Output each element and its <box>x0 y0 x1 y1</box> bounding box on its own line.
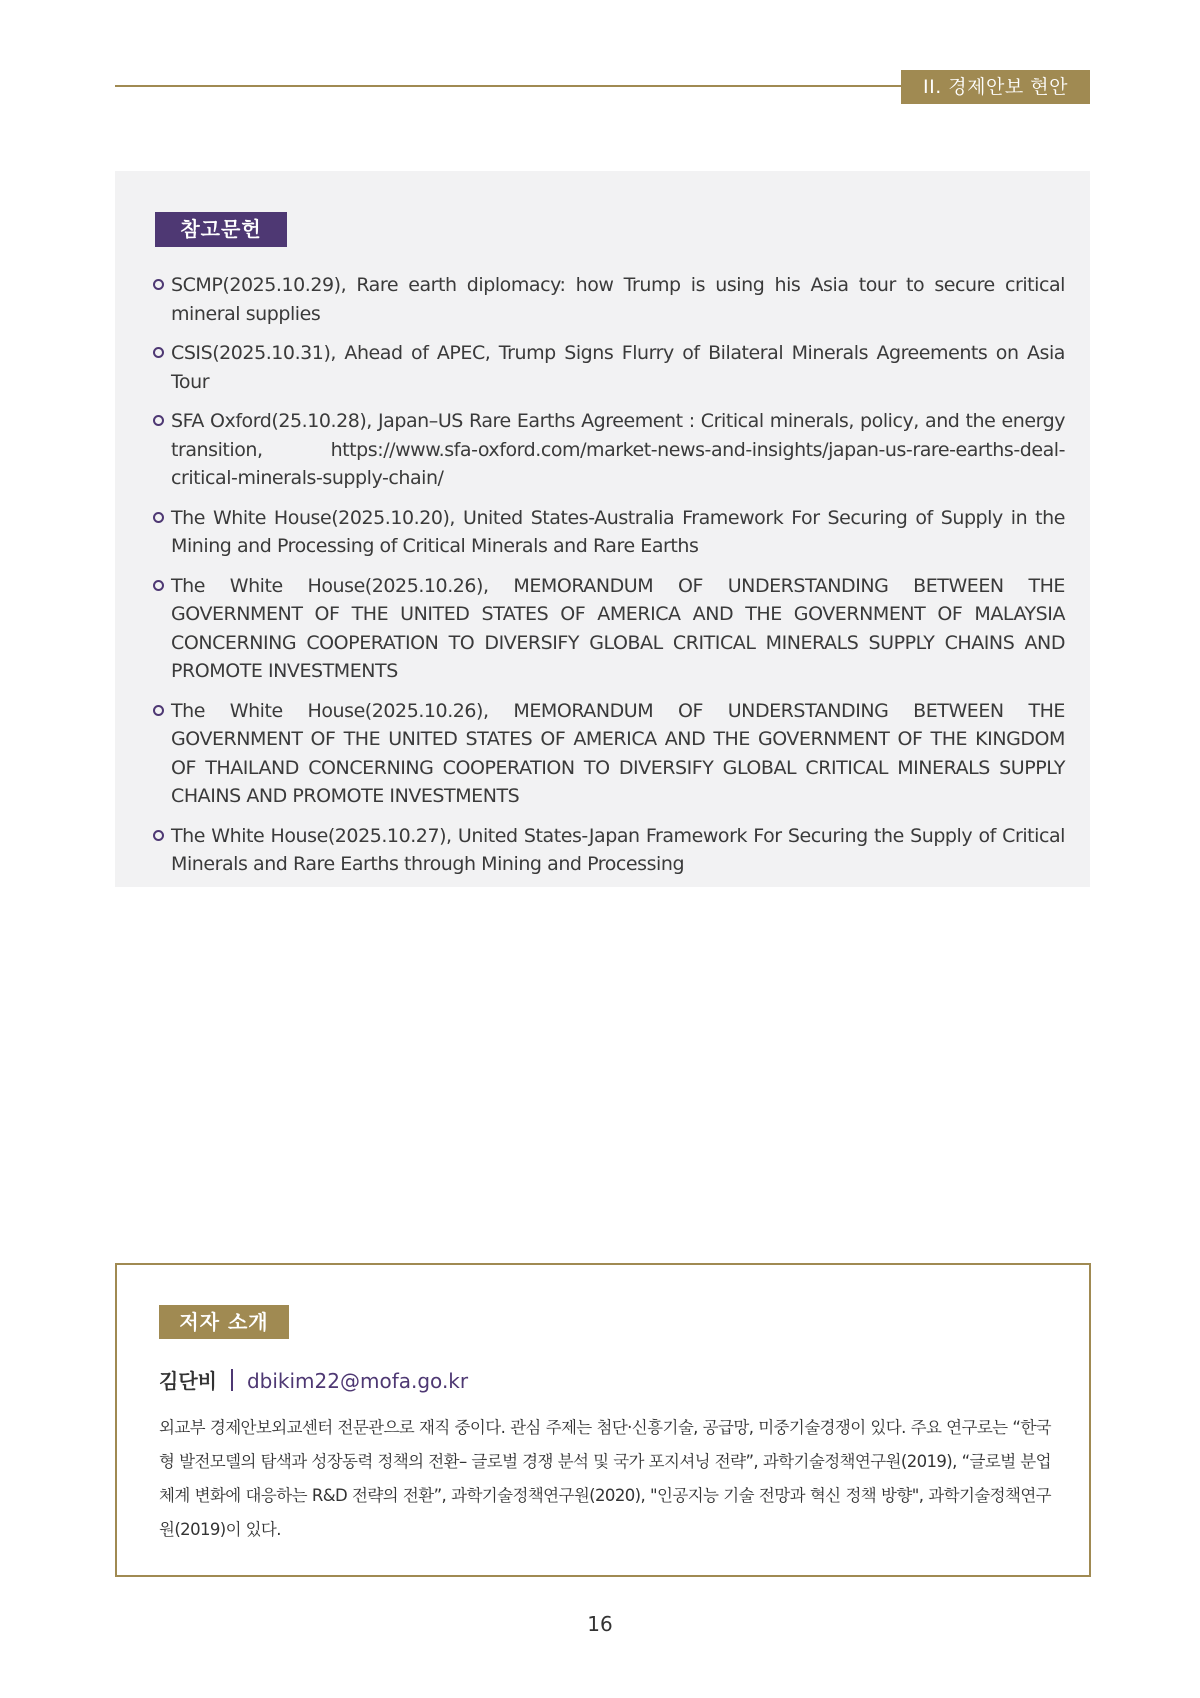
reference-text: SCMP(2025.10.29), Rare earth diplomacy: how Trump is using his Asia tour to secure critical mineral supplies <box>171 274 1065 325</box>
reference-text: SFA Oxford(25.10.28), Japan–US Rare Earths Agreement : Critical minerals, policy, and the energy transition, https://www.sfa-oxford.com/market-news-and-insights/japan-us-rare-earths-deal-critical-minerals-supply-chain/ <box>171 410 1065 489</box>
reference-item <box>153 822 1065 879</box>
author-name: 김단비 <box>159 1369 217 1393</box>
reference-text: The White House(2025.10.27), United States-Japan Framework For Securing the Supply of Critical Minerals and Rare Earths through Mining and Processing <box>171 824 1065 875</box>
reference-text: CSIS(2025.10.31), Ahead of APEC, Trump Signs Flurry of Bilateral Minerals Agreements on Asia Tour <box>171 342 1065 393</box>
author-email: dbikim22@mofa.go.kr <box>246 1369 469 1393</box>
circle-bullet-icon <box>153 705 164 716</box>
references-list <box>153 271 1065 890</box>
header-rule <box>115 85 925 87</box>
circle-bullet-icon <box>153 279 164 290</box>
section-tag: II. 경제안보 현안 <box>901 70 1090 104</box>
reference-item <box>153 339 1065 396</box>
page-number: 16 <box>587 1612 613 1636</box>
circle-bullet-icon <box>153 830 164 841</box>
author-label: 저자 소개 <box>159 1305 289 1339</box>
reference-text: The White House(2025.10.26), MEMORANDUM OF UNDERSTANDING BETWEEN THE GOVERNMENT OF THE UNITED STATES OF AMERICA AND THE GOVERNMENT OF THE KINGDOM OF THAILAND CONCERNING COOPERATION TO DIVERSIFY GLOBAL CRITICAL MINERALS SUPPLY CHAINS AND PROMOTE INVESTMENTS <box>171 699 1065 807</box>
references-panel <box>115 171 1090 887</box>
circle-bullet-icon <box>153 415 164 426</box>
reference-item <box>153 407 1065 493</box>
circle-bullet-icon <box>153 347 164 358</box>
reference-item <box>153 697 1065 811</box>
circle-bullet-icon <box>153 580 164 591</box>
author-bio: 외교부 경제안보외교센터 전문관으로 재직 중이다. 관심 주제는 첨단·신흥기술, 공급망, 미중기술경쟁이 있다. 주요 연구로는 “한국형 발전모델의 탐색과 성장동력 정책의 전환– 글로벌 경쟁 분석 및 국가 포지셔닝 전략”, 과학기술정책연구원(2019), “글로벌 분업체계 변화에 대응하는 R&D 전략의 전환”, 과학기술정책연구원(2020), "인공지능 기술 전망과 혁신 정책 방향", 과학기술정책연구원(2019)이 있다. <box>159 1418 1051 1539</box>
author-byline <box>159 1366 468 1396</box>
circle-bullet-icon <box>153 512 164 523</box>
author-panel <box>115 1263 1091 1577</box>
references-label: 참고문헌 <box>155 212 287 247</box>
reference-text: The White House(2025.10.20), United States-Australia Framework For Securing of Supply in the Mining and Processing of Critical Minerals and Rare Earths <box>171 506 1065 557</box>
reference-item <box>153 271 1065 328</box>
reference-item <box>153 504 1065 561</box>
reference-text: The White House(2025.10.26), MEMORANDUM OF UNDERSTANDING BETWEEN THE GOVERNMENT OF THE UNITED STATES OF AMERICA AND THE GOVERNMENT OF MALAYSIA CONCERNING COOPERATION TO DIVERSIFY GLOBAL CRITICAL MINERALS SUPPLY CHAINS AND PROMOTE INVESTMENTS <box>171 574 1065 682</box>
reference-item <box>153 572 1065 686</box>
author-divider <box>231 1369 233 1391</box>
